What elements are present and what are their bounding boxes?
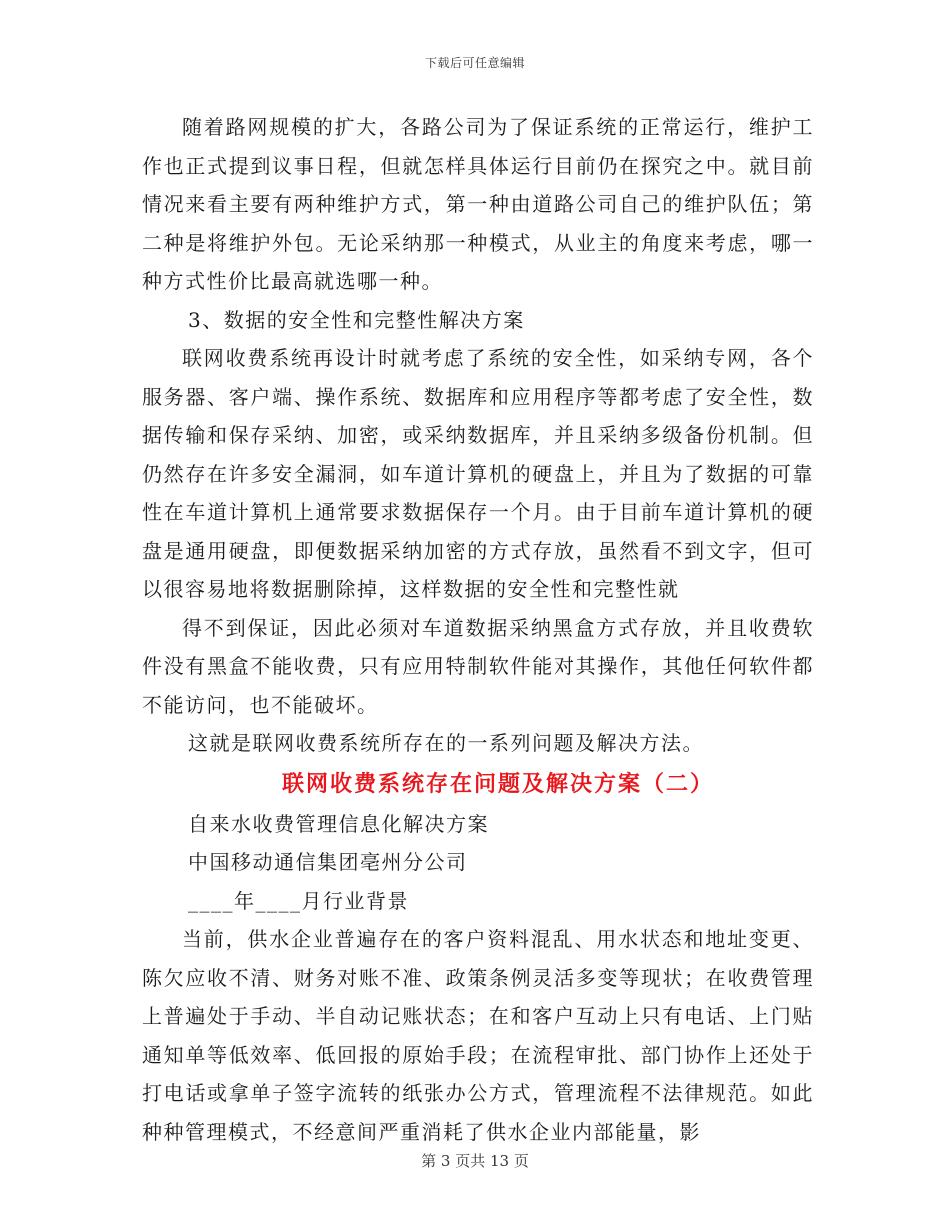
line-date-background: ____年____月行业背景 [188,888,409,913]
paragraph-current-status: 当前，供水企业普遍存在的客户资料混乱、用水状态和地址变更、陈欠应收不清、财务对账不准、政策条例灵活多变等现状；在收费管理上普遍处于手动、半自动记账状态；在和客户互动上只有电话、上门贴通知单等低效率、低回报的原始手段；在流程审批、部门协作上还处于打电话或拿单子签字流转的纸张办公方式，管理流程不法律规范。如此种种管理模式，不经意间严重消耗了供水企业内部能量，影 [142,927,814,1144]
paragraph-blackbox: 得不到保证，因此必须对车道数据采纳黑盒方式存放，并且收费软件没有黑盒不能收费，只有应用特制软件能对其操作，其他任何软件都不能访问，也不能破坏。 [142,615,814,717]
document-body [142,108,814,1151]
header-note: 下载后可任意编辑 [424,56,525,70]
subheading-data-security: 3、数据的安全性和完整性解决方案 [188,307,525,332]
paragraph-security-design: 联网收费系统再设计时就考虑了系统的安全性，如采纳专网，各个服务器、客户端、操作系统、数据库和应用程序等都考虑了安全性，数据传输和保存采纳、加密，或采纳数据库，并且采纳多级备份机制。但仍然存在许多安全漏洞，如车道计算机的硬盘上，并且为了数据的可靠性在车道计算机上通常要求数据保存一个月。由于目前车道计算机的硬盘是通用硬盘，即便数据采纳加密的方式存放，虽然看不到文字，但可以很容易地将数据删除掉，这样数据的安全性和完整性就 [142,346,814,601]
paragraph-summary: 这就是联网收费系统所存在的一系列问题及解决方法。 [188,731,704,755]
section-title: 联网收费系统存在问题及解决方案（二） [281,770,714,797]
page-number: 第 3 页共 13 页 [421,1152,529,1170]
line-solution-name: 自来水收费管理信息化解决方案 [188,811,489,836]
paragraph-maintenance: 随着路网规模的扩大，各路公司为了保证系统的正常运行，维护工作也正式提到议事日程，但就怎样具体运行目前仍在探究之中。就目前情况来看主要有两种维护方式，第一种由道路公司自己的维护队伍；第二种是将维护外包。无论采纳那一种模式，从业主的角度来考虑，哪一种方式性价比最高就选哪一种。 [142,115,814,293]
line-company: 中国移动通信集团亳州分公司 [188,850,468,874]
